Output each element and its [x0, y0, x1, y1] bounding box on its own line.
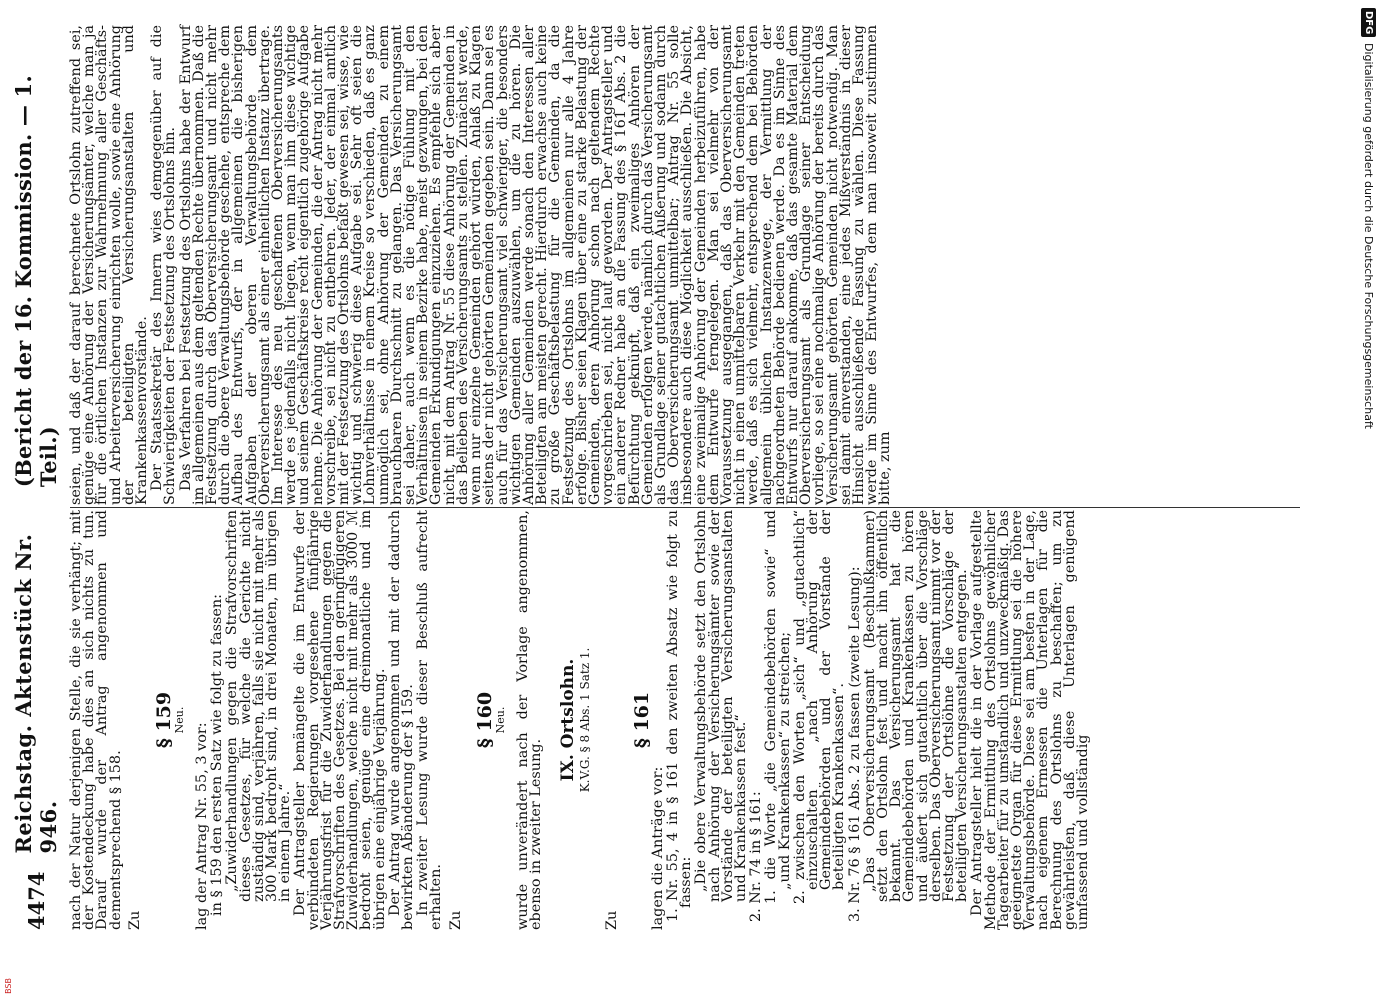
left-column-block: Der Antragsteller hielt die in der Vorlage aufgestellte Methode der Ermittlung des Ortslohns gewöhnlicher Tagearbeiter für zu umständlich und unzweckmäßig. Das geeignetste Organ für diese Ermittlung sei die höhere Verwaltungsbehörde. Diese sei am besten in der Lage, nach eigenem Ermessen die Unterlagen für die Berechnung des Ortslohns zu beschaffen; um zu gewährleisten, daß diese Unterlagen genügend umfassend und vollständig	[969, 510, 1091, 930]
digitization-credit	[1361, 8, 1376, 429]
column-divider	[70, 507, 1300, 508]
left-column-block: nach der Natur derjenigen Stelle, die sie verhängt; mit der Kostendeckung habe dies an sich nichts zu tun. Darauf wurde der Antrag angenommen und dementsprechend § 158.	[68, 510, 124, 930]
left-column-block: lag der Antrag Nr. 55, 3 vor:	[194, 722, 211, 930]
left-column-block: 3. Nr. 76 § 161 Abs. 2 zu fassen (zweite Lesung):	[846, 566, 863, 922]
header-right-title: (Bericht der 16. Kommission. — 1. Teil.)	[11, 75, 61, 488]
header-left-title: Reichstag. Aktenstück Nr. 946.	[11, 533, 61, 854]
right-column-block: Das Verfahren bei Festsetzung des Ortslohns habe der Entwurf im allgemeinen aus dem geltenden Rechte übernommen. Daß die Festsetzung durch das Oberversicherungsamt und nicht mehr durch die obere Verwaltungsbehörde geschehe, entspreche dem Aufbau des Entwurfs, der in allgemeinen die bisherigen Aufgaben der oberen Verwaltungsbehörde dem Oberversicherungsamt als einer einheitlichen Instanz übertrage. Im Interesse des neu geschaffenen Oberversicherungsamts werde es jedenfalls nicht liegen, wenn man ihm diese wichtige und seinem Geschäftskreise recht eigentlich zugehörige Aufgabe nehme. Die Anhörung der Gemeinden, die der Antrag nicht mehr vorschreibe, sei nicht zu entbehren. Jeder, der einmal amtlich mit der Festsetzung des Ortslohns befaßt gewesen sei, wisse, wie wichtig und schwierig diese Aufgabe sei. Sehr oft seien die Lohnverhältnisse in einem Kreise so verschieden, daß es ganz unmöglich sei, ohne Anhörung der Gemeinden zu einem brauchbaren Durchschnitt zu gelangen. Das Versicherungsamt sei daher, auch wenn es die nötige Fühlung mit den Verhältnissen in seinem Bezirke habe, meist gezwungen, bei den Gemeinden Erkundigungen einzuziehen. Es empfehle sich aber nicht, mit dem Antrag Nr. 55 diese Anhörung der Gemeinden in das Belieben des Versicherungsamts zu stellen. Zunächst werde, wenn nur einzelne Gemeinden gehört würden, Anlaß zu Klagen seitens der nicht gehörten Gemeinden gegeben sein. Dann sei es auch für das Versicherungsamt viel schwieriger, die besonders wichtigen Gemeinden auszuwählen, um die zu hören. Die Anhörung aller Gemeinden werde sonach den Interessen aller Beteiligten am meisten gerecht. Hierdurch erwachse auch keine zu große Geschäftsbelastung für die Gemeinden, da die Festsetzung des Ortslohns im allgemeinen nur alle 4 Jahre erfolge. Bisher seien Klagen über eine zu starke Belastung der Gemeinden, deren Anhörung schon nach geltendem Rechte vorgeschrieben sei, nicht laut geworden. Der Antragsteller und ein anderer Redner habe an die Fassung des § 161 Abs. 2 die Befürchtung geknüpft, daß ein zweimaliges Anhören der Gemeinden erfolgen werde, nämlich durch das Versicherungsamt als Grundlage seiner gutachtlichen Äußerung und sodann durch das Oberversicherungsamt unmittelbar; Antrag Nr. 55 solle insbesondere auch diese Möglichkeit ausschließen. Die Absicht, eine zweimalige Anhörung der Gemeinden herbeizuführen, habe dem Entwurfe ferngelegen. Man sei vielmehr von der Voraussetzung ausgegangen, daß das Oberversicherungsamt nicht in einen unmittelbaren Verkehr mit den Gemeinden treten werde, daß es sich vielmehr, entsprechend dem bei Behörden allgemein üblichen Instanzenwege, der Vermittlung der nachgeordneten Behörde bedienen werde. Da es im Sinne des Entwurfs nur darauf ankomme, daß das gesamte Material dem Oberversicherungsamt als Grundlage seiner Entscheidung vorliege, so sei eine nochmalige Anhörung der bereits durch das Versicherungsamt gehörten Gemeinden nicht notwendig. Man sei damit einverstanden, eine jedes Mißverständnis in dieser Hinsicht ausschließende Fassung zu wählen. Diese Fassung werde im Sinne des Entwurfes, dem man insoweit zustimmen bitte, zum	[177, 25, 894, 505]
left-column-block: § 160	[473, 691, 496, 749]
left-column	[70, 510, 1306, 930]
left-column-block: In zweiter Lesung wurde dieser Beschluß aufrecht erhalten.	[415, 510, 445, 930]
right-column-block: Der Staatssekretär des Innern wies demgegenüber auf die Schwierigkeiten der Festsetzung des Ortslohns hin.	[149, 25, 179, 505]
left-column-block: Neu.	[173, 706, 187, 734]
left-column-block: 1. die Worte „die Gemeindebehörden sowie“ und „und Krankenkassen“ zu streichen;	[763, 510, 793, 904]
dfg-logo: DFG	[1361, 8, 1376, 37]
left-column-block: 1. Nr. 55, 4 in § 161 den zweiten Absatz wie folgt zu fassen:	[664, 510, 695, 922]
left-column-block: Zu	[447, 910, 464, 930]
right-column-block: seien, und daß der darauf berechnete Ortslohn zutreffend sei, genüge eine Anhörung der Versicherungsämter, welche man ja für die örtlichen Instanzen zur Wahrnehmung aller Geschäfts- und Arbeiterversicherung einrichten wolle, sowie eine Anhörung der beteiligten Versicherungsanstalten und Krankenkassenvorstände.	[68, 25, 151, 505]
left-column-block: „Die obere Verwaltungsbehörde setzt den Ortslohn nach Anhörung der Versicherungsämter sowie der Vorstände der beteiligten Versicherungsanstalten und Krankenkassen fest.“	[693, 510, 749, 902]
right-column	[70, 25, 1306, 505]
left-column-block: in § 159 den ersten Satz wie folgt zu fassen:	[209, 593, 226, 916]
left-column-block: IX. Ortslohn.	[558, 658, 579, 782]
left-column-block: „Zuwiderhandlungen gegen die Strafvorschriften dieses Gesetzes, für welche die Gerichte nicht zuständig sind, verjähren, falls sie nicht mit mehr als 300 Mark bedroht sind, in drei Monaten, im übrigen in einem Jahre.“	[224, 510, 294, 902]
left-column-block: Neu.	[493, 706, 507, 734]
page-header	[8, 25, 64, 930]
credit-text: Digitalisierung gefördert durch die Deutsche Forschungsgemeinschaft	[1362, 43, 1375, 430]
left-column-block: Der Antrag wurde angenommen und mit der dadurch bewirkten Abänderung der § 159.	[386, 510, 417, 930]
left-column-block: 2. Nr. 74 in § 161:	[748, 791, 765, 922]
left-column-block: Zu	[126, 910, 143, 930]
left-column-block: Zu	[604, 910, 621, 930]
left-column-block: K.V.G. § 8 Abs. 1 Satz 1.	[578, 647, 593, 793]
header-titles	[11, 25, 61, 854]
page-number: 4474	[23, 871, 49, 930]
left-column-block: „Das Oberversicherungsamt (Beschlußkammer) setzt den Ortslohn fest und macht ihn öffentlich bekannt. Das Versicherungsamt hat die Gemeindebehörden und Krankenkassen zu hören und äußert sich gutachtlich über die Vorschläge derselben. Das Oberversicherungsamt nimmt vor der Festsetzung der Ortslöhne die Vorschläge der beteiligten Versicherungsanstalten entgegen.“	[861, 510, 971, 902]
left-column-block: Der Antragsteller bemängelte die im Entwurfe der verbündeten Regierungen vorgesehene fünfjährige Verjährungsfrist für die Zuwiderhandlungen gegen die Strafvorschriften des Gesetzes. Bei den geringfügigeren Zuwiderhandlungen, welche nicht mit mehr als 3000 ℳ bedroht seien, genüge eine dreimonatliche und im übrigen eine einjährige Verjährung.	[292, 510, 388, 930]
left-column-block: § 161	[630, 691, 653, 749]
left-column-block: 2. zwischen den Worten „sich“ und „gutachtlich“ einzuschalten „nach Anhörung der Gemeindebehörden und der Vorstände der beteiligten Krankenkassen“.	[791, 510, 848, 904]
left-column-block: wurde unverändert nach der Vorlage angenommen, ebenso in zweiter Lesung.	[514, 510, 545, 930]
left-column-block: § 159	[153, 691, 176, 749]
left-column-block: lagen die Anträge vor:	[649, 766, 666, 930]
library-mark: BSB	[4, 978, 13, 994]
